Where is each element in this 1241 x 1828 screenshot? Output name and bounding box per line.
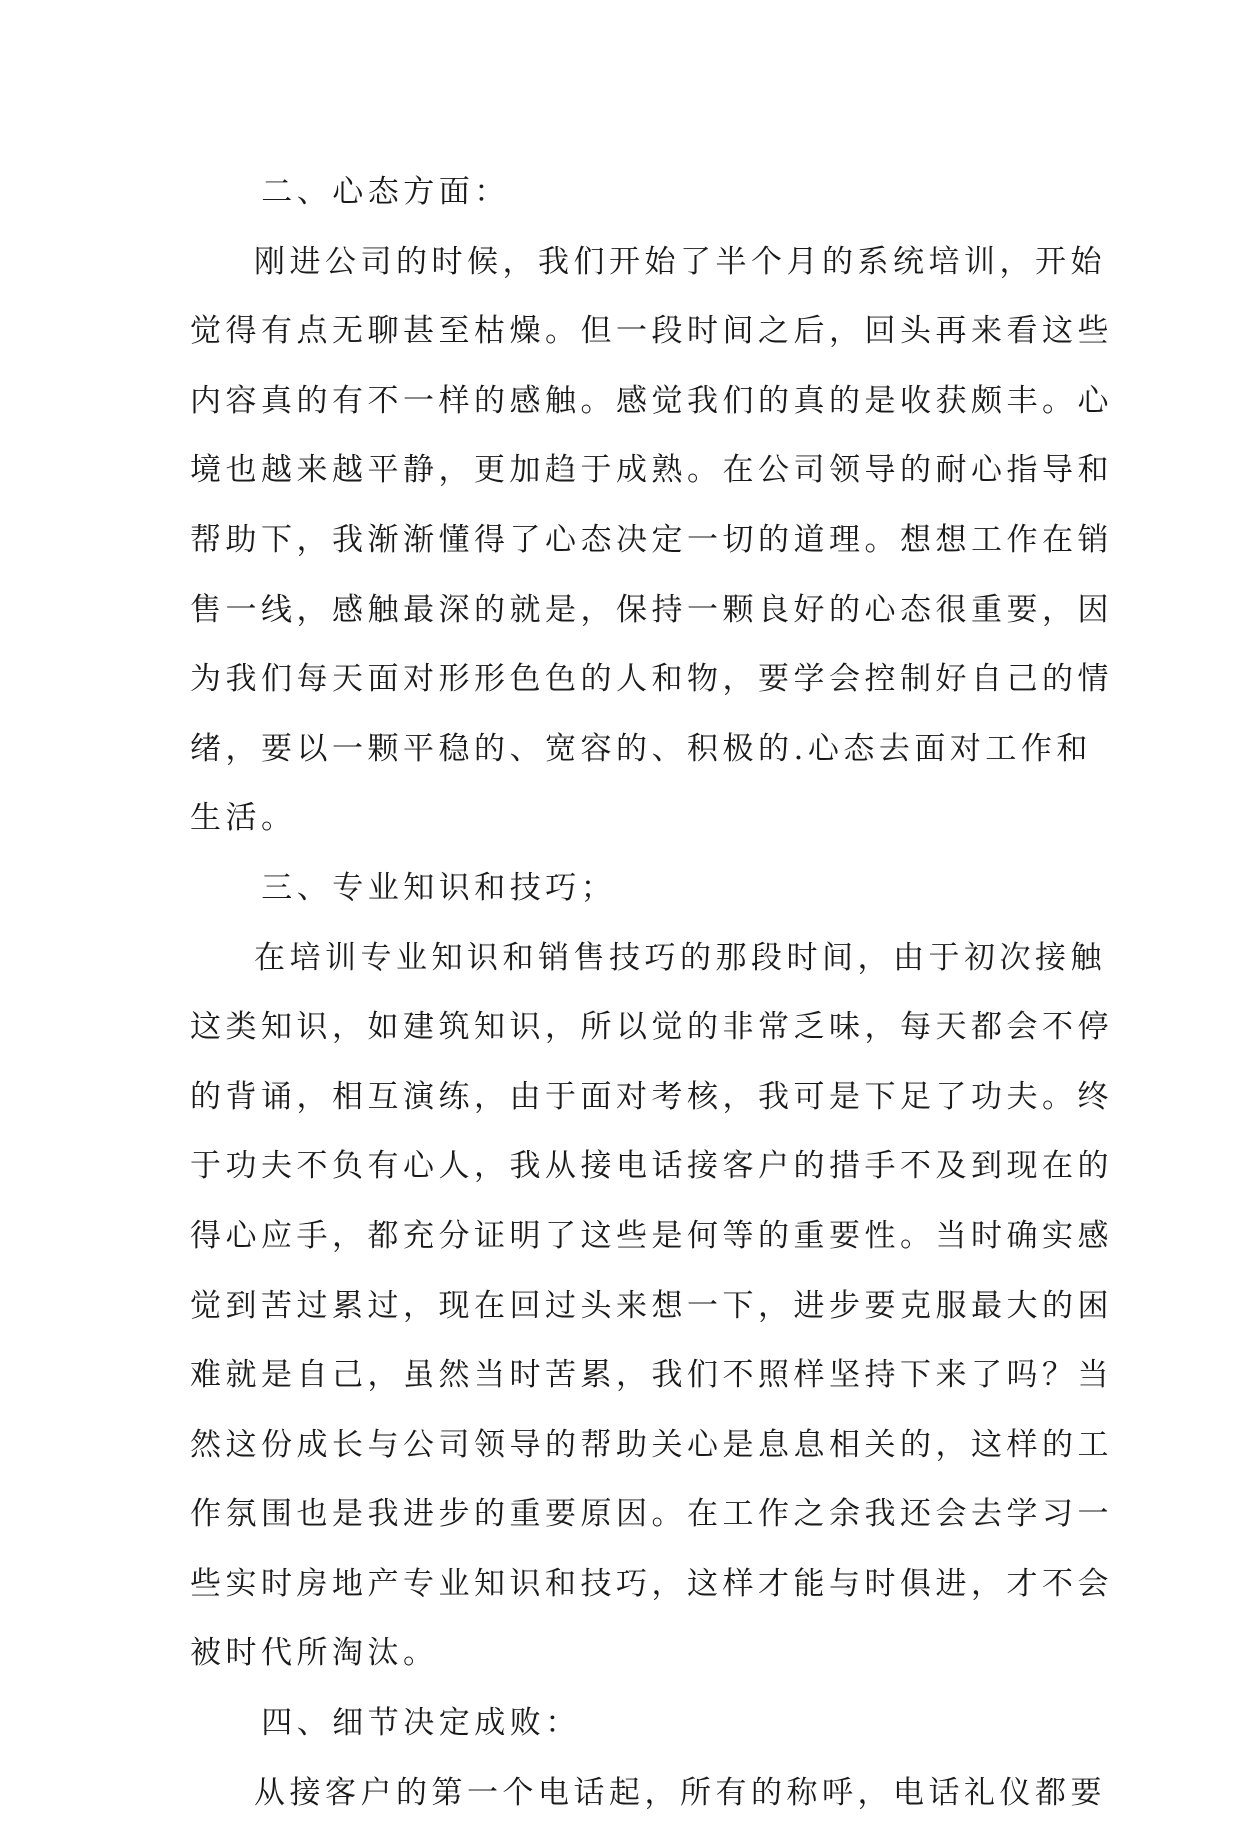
section-mindset — [190, 158, 1113, 854]
text-line: 在培训专业知识和销售技巧的那段时间，由于初次接触 — [254, 939, 1106, 976]
text-line: 帮助下，我渐渐懂得了心态决定一切的道理。想想工作在销 — [190, 521, 1113, 558]
text-line: 境也越来越平静，更加趋于成熟。在公司领导的耐心指导和 — [190, 452, 1113, 489]
text-line: 为我们每天面对形形色色的人和物，要学会控制好自己的情 — [190, 661, 1113, 698]
text-line: 售一线，感触最深的就是，保持一颗良好的心态很重要，因 — [190, 591, 1113, 628]
section-paragraph — [190, 924, 1113, 1690]
section-details — [190, 1689, 1106, 1828]
text-line: 作氛围也是我进步的重要原因。在工作之余我还会去学习一 — [190, 1496, 1113, 1533]
text-line: 于功夫不负有心人，我从接电话接客户的措手不及到现在的 — [190, 1148, 1113, 1185]
section-paragraph — [190, 228, 1113, 854]
text-line: 刚进公司的时候，我们开始了半个月的系统培训，开始 — [254, 243, 1106, 280]
text-line: 的背诵，相互演练，由于面对考核，我可是下足了功夫。终 — [190, 1078, 1113, 1115]
text-line: 得心应手，都充分证明了这些是何等的重要性。当时确实感 — [190, 1217, 1113, 1254]
text-line: 被时代所淘汰。 — [190, 1635, 439, 1672]
section-heading: 三、专业知识和技巧； — [261, 869, 617, 906]
text-line: 绪，要以一颗平稳的、宽容的、积极的.心态去面对工作和 — [190, 730, 1092, 767]
text-line: 从接客户的第一个电话起，所有的称呼，电话礼仪都要 — [254, 1774, 1106, 1811]
text-line: 难就是自己，虽然当时苦累，我们不照样坚持下来了吗？当 — [190, 1357, 1113, 1394]
section-paragraph — [190, 1759, 1106, 1828]
text-line: 生活。 — [190, 800, 297, 837]
text-line: 些实时房地产专业知识和技巧，这样才能与时俱进，才不会 — [190, 1565, 1113, 1602]
text-line: 觉到苦过累过，现在回过头来想一下，进步要克服最大的困 — [190, 1287, 1113, 1324]
section-heading: 二、心态方面： — [261, 174, 510, 210]
text-line: 觉得有点无聊甚至枯燥。但一段时间之后，回头再来看这些 — [190, 313, 1113, 350]
section-professional-knowledge — [190, 854, 1113, 1689]
section-heading: 四、细节决定成败： — [261, 1705, 581, 1742]
text-line: 这类知识，如建筑知识，所以觉的非常乏味，每天都会不停 — [190, 1009, 1113, 1046]
text-line: 内容真的有不一样的感触。感觉我们的真的是收获颇丰。心 — [190, 382, 1113, 419]
text-line: 然这份成长与公司领导的帮助关心是息息相关的，这样的工 — [190, 1426, 1113, 1463]
document-body — [190, 158, 1113, 1828]
